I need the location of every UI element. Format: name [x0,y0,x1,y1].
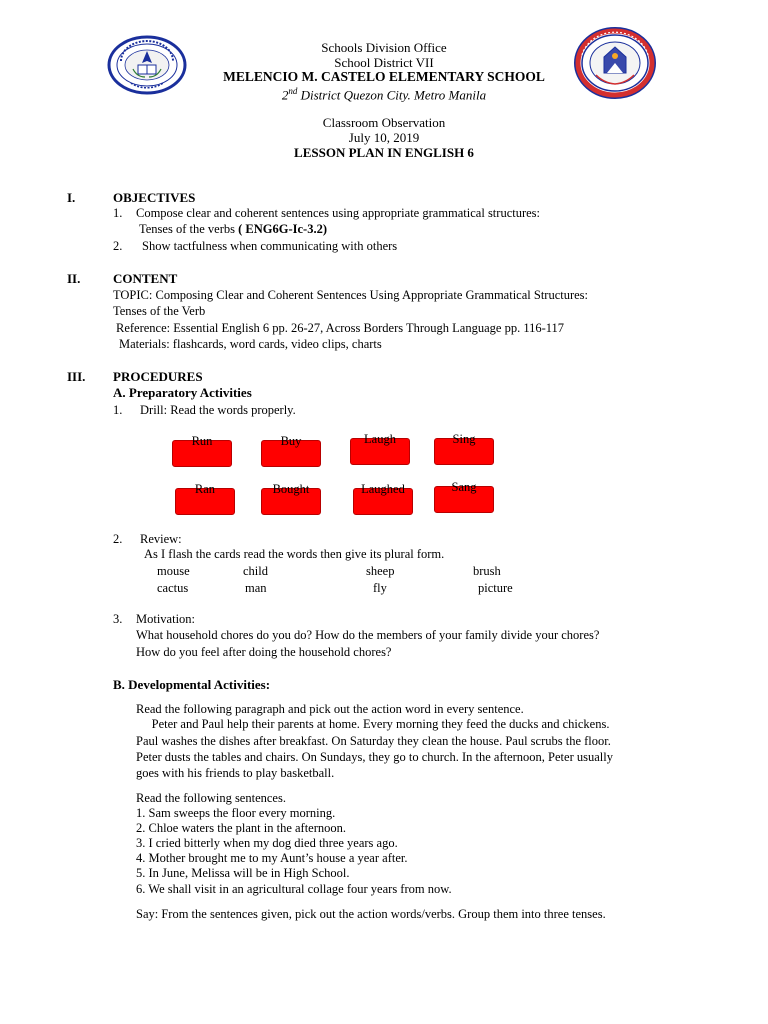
district-number: 2 [281,87,289,103]
procedures-heading: PROCEDURES [113,369,203,384]
plural-word: child [243,564,268,578]
flashcard-run [172,434,232,467]
flashcard-label: Run [191,434,213,448]
developmental-activities-heading: B. Developmental Activities: [113,677,271,692]
paragraph-line: Peter and Paul help their parents at home. Every morning they feed the ducks and chickens. [136,717,610,731]
plural-word: mouse [157,564,190,578]
plural-word: brush [473,564,501,578]
plural-word: fly [373,581,387,595]
district-address [0,84,768,102]
observation-date: July 10, 2019 [348,130,420,145]
flashcard-sing [434,432,494,465]
content-heading: CONTENT [113,271,178,286]
sentence-item: 2. Chloe waters the plant in the afternoon. [136,821,347,835]
flashcard-label: Sang [451,480,477,494]
sentence-item: 6. We shall visit in an agricultural collage four years from now. [136,882,452,896]
flashcard-sang [434,480,494,513]
paragraph-instruction: Read the following paragraph and pick out the action word in every sentence. [136,702,524,716]
preparatory-activities-heading: A. Preparatory Activities [113,385,252,400]
flashcard-label: Bought [272,482,310,496]
sentence-item: 1. Sam sweeps the floor every morning. [136,806,336,820]
sentence-item: 3. I cried bitterly when my dog died three years ago. [136,836,398,850]
plural-word: picture [478,581,513,595]
content-numeral: II. [67,271,81,286]
flashcard-label: Laugh [364,432,396,446]
plural-word: cactus [157,581,189,595]
objective-2-text: Show tactfulness when communicating with others [142,239,398,253]
flashcard-label: Ran [194,482,216,496]
lesson-plan-title: LESSON PLAN IN ENGLISH 6 [294,145,474,160]
content-topic: TOPIC: Composing Clear and Coherent Sentences Using Appropriate Grammatical Structures: [113,288,589,302]
review-label: Review: [140,532,182,546]
flashcard-laugh [350,432,410,465]
sentence-item: 4. Mother brought me to my Aunt’s house a year after. [136,851,408,865]
school-name: MELENCIO M. CASTELO ELEMENTARY SCHOOL [223,69,545,84]
review-number: 2. [113,532,123,546]
objective-1-text: Compose clear and coherent sentences using appropriate grammatical structures: [136,206,541,220]
paragraph-line: Paul washes the dishes after breakfast. On Saturday they clean the house. Paul scrubs the floor. [136,734,611,748]
motivation-label: Motivation: [136,612,196,626]
flashcard-label: Laughed [361,482,405,496]
paragraph-line: Peter dusts the tables and chairs. On Sundays, they go to church. In the afternoon, Peter usually [136,750,613,764]
objective-1-number: 1. [113,206,123,220]
drill-number: 1. [113,403,123,417]
division-office: Schools Division Office [321,40,447,55]
content-topic-continued: Tenses of the Verb [113,304,206,318]
review-instruction: As I flash the cards read the words then give its plural form. [144,547,445,561]
plural-word: man [245,581,267,595]
motivation-number: 3. [113,612,123,626]
say-instruction: Say: From the sentences given, pick out the action words/verbs. Group them into three tenses. [136,907,606,921]
district-suffix: nd [288,86,298,96]
flashcard-buy [261,434,321,467]
flashcard-bought [261,482,321,515]
objectives-heading: OBJECTIVES [113,190,196,205]
sentence-item: 5. In June, Melissa will be in High School. [136,866,350,880]
sentences-instruction: Read the following sentences. [136,791,286,805]
district-rest: District Quezon City. Metro Manila [297,87,487,103]
school-district: School District VII [334,55,434,70]
drill-text: Drill: Read the words properly. [140,403,296,417]
motivation-question-2: How do you feel after doing the household chores? [136,645,392,659]
objectives-numeral: I. [67,190,76,205]
observation-label: Classroom Observation [322,115,446,130]
objective-1-code: ( ENG6G-Ic-3.2) [238,222,327,236]
flashcard-label: Sing [452,432,476,446]
motivation-question-1: What household chores do you do? How do the members of your family divide your chores? [136,628,600,642]
objective-1-cont-text: Tenses of the verbs [139,222,239,236]
flashcard-ran [175,482,235,515]
objective-1-continued [139,222,327,237]
content-materials: Materials: flashcards, word cards, video clips, charts [119,337,382,351]
flashcard-label: Buy [280,434,302,448]
paragraph-line: goes with his friends to play basketball. [136,766,335,780]
procedures-numeral: III. [67,369,86,384]
content-reference: Reference: Essential English 6 pp. 26-27, Across Borders Through Language pp. 116-117 [116,321,565,335]
objective-2-number: 2. [113,239,123,253]
flashcard-laughed [353,482,413,515]
plural-word: sheep [366,564,395,578]
